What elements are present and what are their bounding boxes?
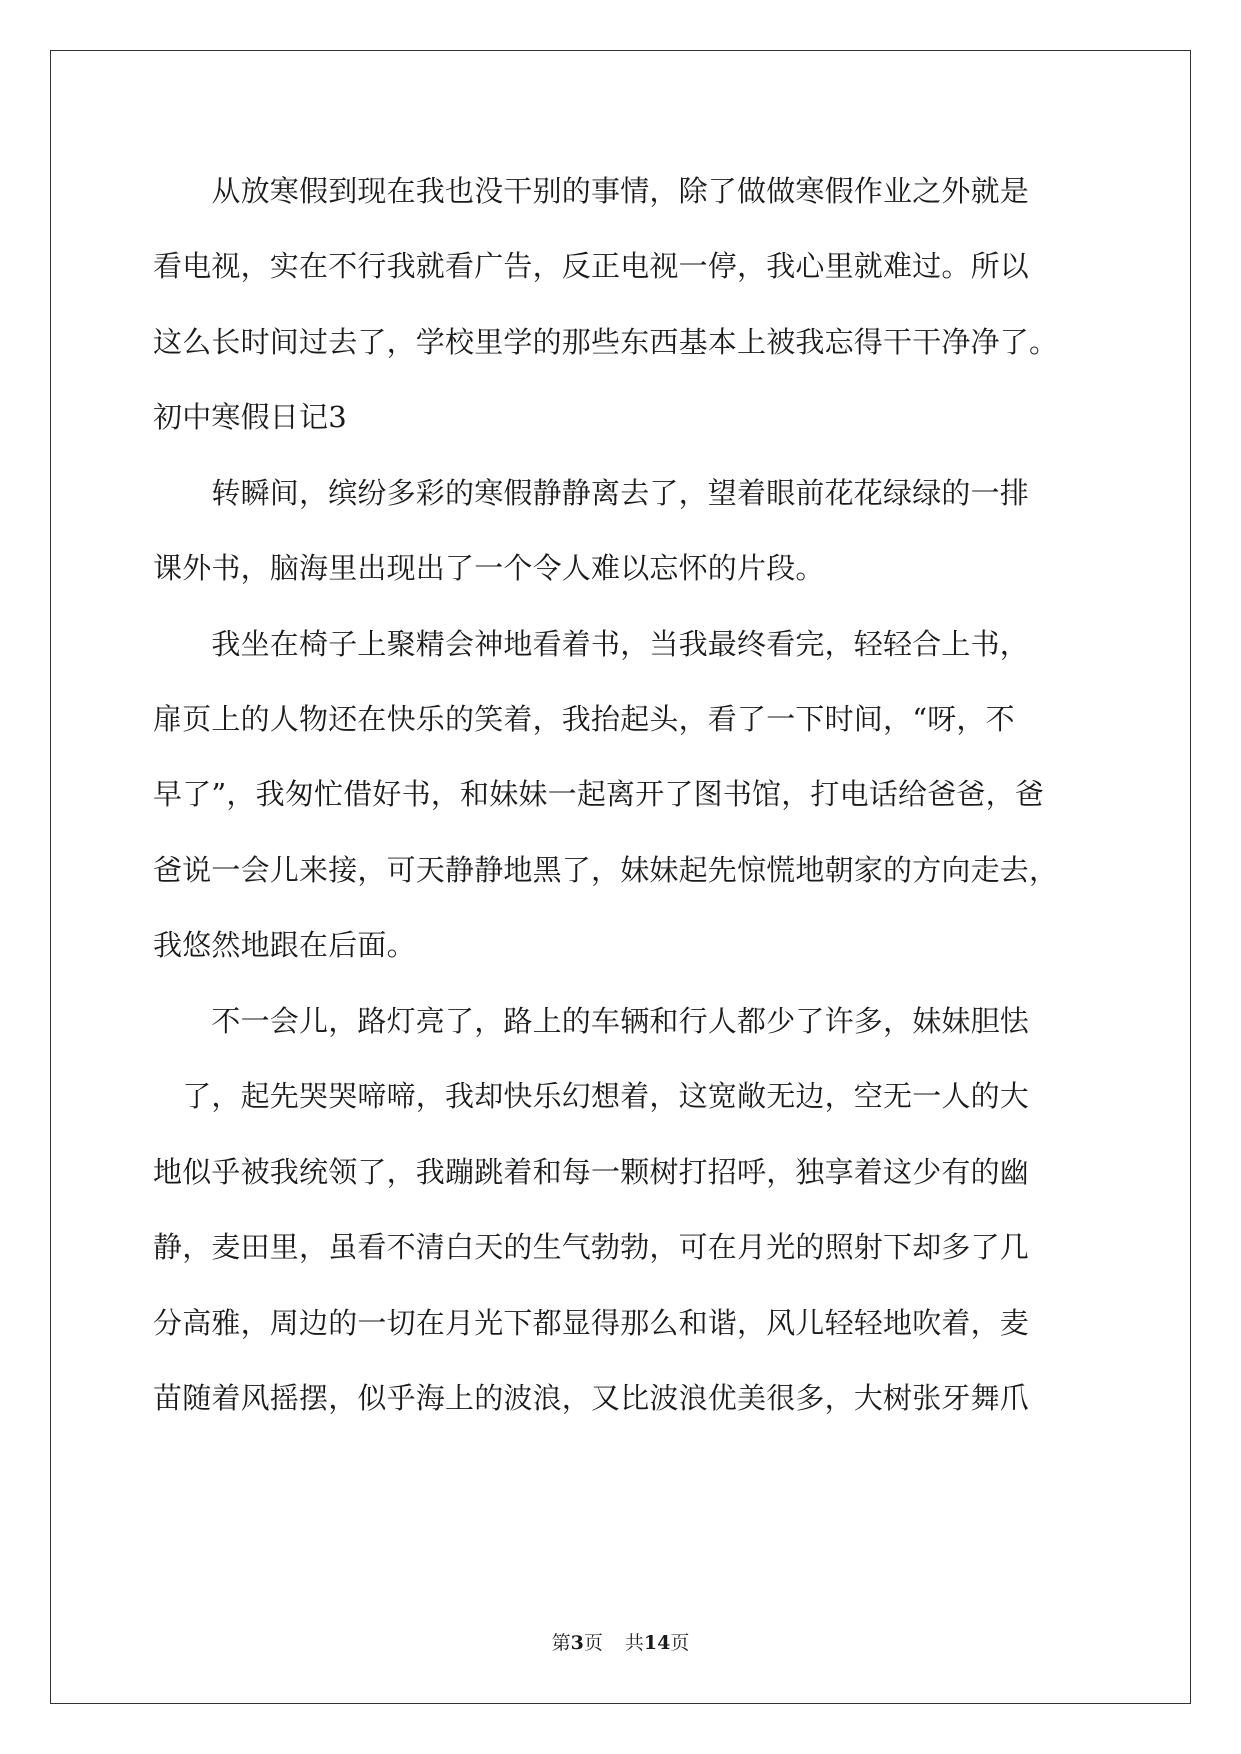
total-suffix: 页 — [670, 1632, 690, 1654]
total-prefix: 共 — [624, 1632, 644, 1654]
page-prefix: 第 — [551, 1632, 571, 1654]
text-line: 爸说一会儿来接，可天静静地黑了，妹妹起先惊慌地朝家的方向走去， — [153, 853, 1059, 887]
total-pages: 14 — [643, 1632, 671, 1654]
text-line: 扉页上的人物还在快乐的笑着，我抬起头，看了一下时间，“呀，不 — [153, 702, 1015, 736]
text-line: 我悠然地跟在后面。 — [153, 928, 416, 962]
text-line: 分高雅，周边的一切在月光下都显得那么和谐，风儿轻轻地吹着，麦 — [153, 1306, 1030, 1340]
text-line: 地似乎被我统领了，我蹦跳着和每一颗树打招呼，独享着这少有的幽 — [153, 1155, 1030, 1189]
text-line: 静，麦田里，虽看不清白天的生气勃勃，可在月光的照射下却多了几 — [153, 1230, 1030, 1264]
text-line: 苗随着风摇摆，似乎海上的波浪，又比波浪优美很多，大树张牙舞爪 — [153, 1381, 1030, 1415]
text-line: 转瞬间，缤纷多彩的寒假静静离去了，望着眼前花花绿绿的一排 — [153, 476, 1030, 510]
text-line: 了，起先哭哭啼啼，我却快乐幻想着，这宽敞无边，空无一人的大 — [153, 1079, 1030, 1113]
text-line: 我坐在椅子上聚精会神地看着书，当我最终看完，轻轻合上书， — [153, 627, 1030, 661]
text-line: 早了”，我匆忙借好书，和妹妹一起离开了图书馆，打电话给爸爸，爸 — [153, 777, 1045, 811]
text-line: 课外书，脑海里出现出了一个令人难以忘怀的片段。 — [153, 551, 825, 585]
page-footer — [0, 1628, 1241, 1658]
text-line: 这么长时间过去了，学校里学的那些东西基本上被我忘得干干净净了。 — [153, 325, 1059, 359]
section-heading: 初中寒假日记3 — [153, 400, 347, 434]
page-number: 3 — [570, 1632, 584, 1654]
text-line: 从放寒假到现在我也没干别的事情，除了做做寒假作业之外就是 — [153, 174, 1030, 208]
text-line: 看电视，实在不行我就看广告，反正电视一停，我心里就难过。所以 — [153, 249, 1030, 283]
text-line: 不一会儿，路灯亮了，路上的车辆和行人都少了许多，妹妹胆怯 — [153, 1004, 1030, 1038]
page-suffix: 页 — [583, 1632, 603, 1654]
